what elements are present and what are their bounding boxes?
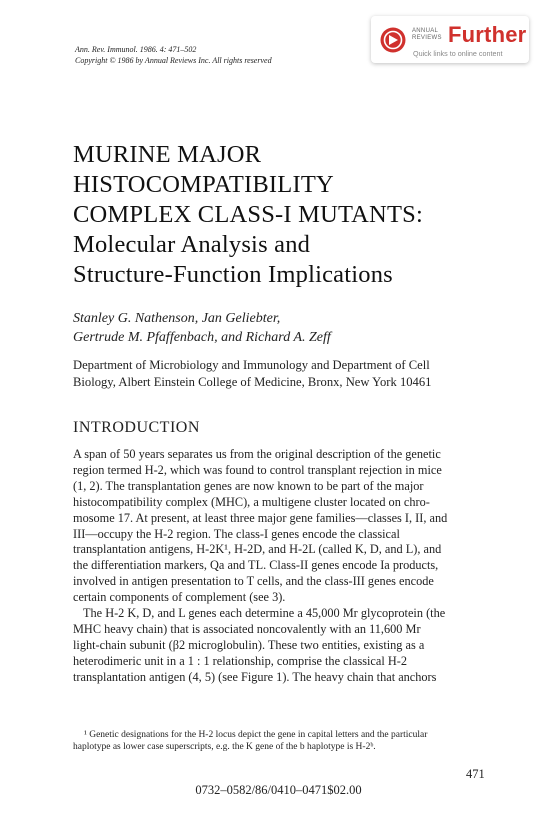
body-line: MHC heavy chain) that is associated noncovalently with an 11,600 Mr [73,621,421,636]
body-line: (1, 2). The transplantation genes are now known to be part of the major [73,478,424,493]
body-line: the differentiation markers, Qa and TL. Class-II genes encode Ia products, [73,558,439,573]
further-panel[interactable] [371,16,529,63]
footnote-line: haplotype as lower case superscripts, e.g. the K gene of the b haplotype is H-2ᵇ. [73,742,376,752]
body-line: heterodimeric unit in a 1 : 1 relationship, comprise the classical H-2 [73,653,407,668]
article-title [73,140,513,290]
copyright-line: Copyright © 1986 by Annual Reviews Inc. All rights reserved [75,56,272,65]
title-line: COMPLEX CLASS-I MUTANTS: [73,201,423,228]
body-line: light-chain subunit (β2 microglobulin). These two entities, existing as a [73,637,425,652]
body-text [73,447,486,686]
body-line: involved in antigen presentation to T cells, and the class-III genes encode [73,574,434,589]
author-line: Gertrude M. Pfaffenbach, and Richard A. Zeff [73,330,331,345]
journal-citation-line: Ann. Rev. Immunol. 1986. 4: 471–502 [75,45,197,54]
affiliation-line: Department of Microbiology and Immunology and Department of Cell [73,358,430,372]
title-line: HISTOCOMPATIBILITY [73,171,334,198]
affiliation [73,357,431,390]
body-line: region termed H-2, which was found to control transplant rejection in mice [73,462,442,477]
further-logo-icon [380,27,406,53]
body-line: III—occupy the H-2 region. The class-I genes encode the classical [73,526,400,541]
body-line: mosome 17. At present, at least three major gene families—classes I, II, and [73,510,448,525]
further-wordmark: Further [448,22,527,47]
further-subtitle: Quick links to online content [413,49,503,58]
body-line: histocompatibility complex (MHC), a multigene cluster located on chro- [73,494,430,509]
section-heading: INTRODUCTION [73,419,200,436]
journal-citation [75,44,272,66]
body-line: certain components of complement (see 3). [73,590,286,605]
annual-reviews-label: ANNUAL REVIEWS [412,28,442,41]
title-line: MURINE MAJOR [73,141,262,168]
body-line: transplantation antigen (4, 5) (see Figure 1). The heavy chain that anchors [73,669,437,684]
body-line: A span of 50 years separates us from the original description of the genetic [73,447,441,461]
body-line: The H-2 K, D, and L genes each determine a 45,000 Mr glycoprotein (the [83,606,446,621]
body-line: transplantation antigens, H-2K¹, H-2D, and H-2L (called K, D, and L), and [73,542,442,557]
page-number: 471 [466,767,485,781]
author-line: Stanley G. Nathenson, Jan Geliebter, [73,311,281,326]
footnote [73,729,486,753]
affiliation-line: Biology, Albert Einstein College of Medicine, Bronx, New York 10461 [73,374,432,389]
article-code: 0732–0582/86/0410–0471$02.00 [195,783,362,797]
title-line: Structure-Function Implications [73,261,393,288]
title-line: Molecular Analysis and [73,231,311,258]
author-list [73,309,331,347]
footnote-line: ¹ Genetic designations for the H-2 locus depict the gene in capital letters and the particular [84,730,428,740]
